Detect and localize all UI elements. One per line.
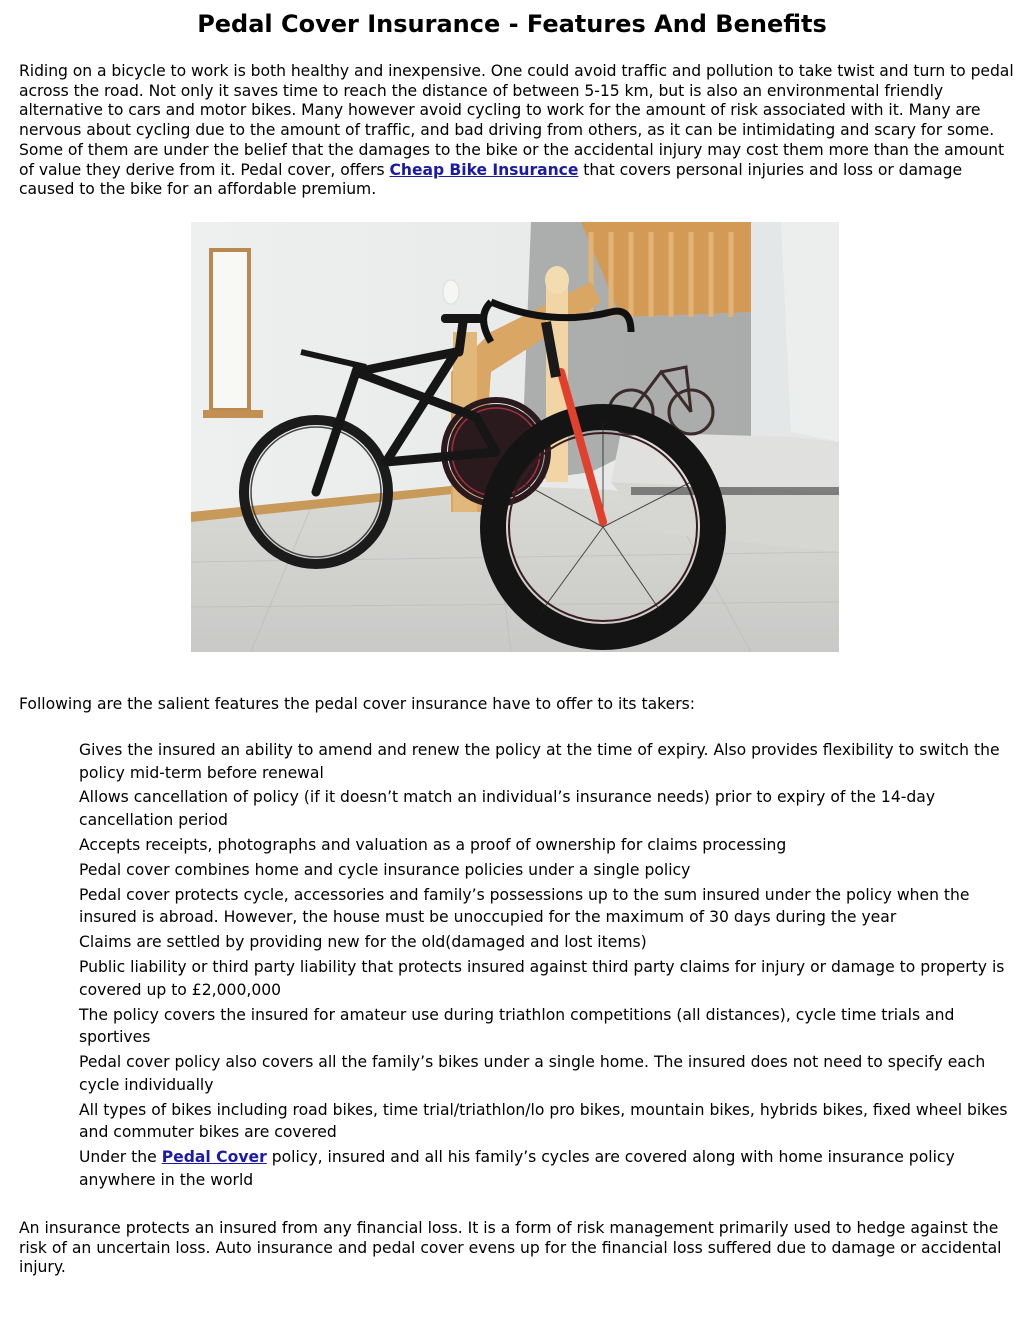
feature-item: Accepts receipts, photographs and valuation as a proof of ownership for claims processing: [79, 835, 787, 854]
intro-text: Riding on a bicycle to work is both healthy and inexpensive. One could avoid traffic and pollution to take twist and turn to pedal across the road. Not only it saves time to reach the distance of between 5-15 km, but is also an environmental friendly alternative to cars and motor bikes. Many however avoid cycling to work for the amount of risk associated with it. Many are nervous about cycling due to the amount of traffic, and bad driving from others, as it can be intimidating and scary for some. Some of them are under the belief that the damages to the bike or the accidental injury may cost them more than the amount of value they derive from it. Pedal cover, offers: [19, 62, 1014, 179]
closing-paragraph: An insurance protects an insured from any financial loss. It is a form of risk management primarily used to hedge against the risk of an uncertain loss. Auto insurance and pedal cover evens up for the financial loss suffered due to damage or accidental injury.: [19, 1219, 1002, 1277]
page-title: Pedal Cover Insurance - Features And Benefits: [197, 10, 827, 38]
feature-item: Pedal cover combines home and cycle insurance policies under a single policy: [79, 860, 691, 879]
feature-item: All types of bikes including road bikes, time trial/triathlon/lo pro bikes, mountain bikes, hybrids bikes, fixed wheel bikes and commuter bikes are covered: [79, 1100, 1008, 1142]
features-lead: Following are the salient features the pedal cover insurance have to offer to its takers:: [19, 695, 696, 713]
feature-item: Allows cancellation of policy (if it doesn’t match an individual’s insurance needs) prior to expiry of the 14-day cancellation period: [79, 788, 936, 830]
intro-paragraph: [19, 62, 1014, 200]
feature-item-pedal-cover: [79, 1146, 1014, 1191]
pedal-cover-link[interactable]: Pedal Cover: [161, 1148, 267, 1167]
feature-item: The policy covers the insured for amateur use during triathlon competitions (all distances), cycle time trials and sportives: [79, 1005, 955, 1047]
intro-text-after: that covers personal injuries and loss or damage caused to the bike for an affordable premium.: [19, 160, 963, 199]
feature-item: Pedal cover policy also covers all the family’s bikes under a single home. The insured does not need to specify each cycle individually: [79, 1053, 986, 1094]
features-list: [79, 739, 1014, 1194]
feature-text-after: policy, insured and all his family’s cycles are covered along with home insurance policy anywhere in the world: [79, 1148, 955, 1189]
feature-text: Under the: [79, 1148, 162, 1167]
bicycles-photo: [191, 222, 839, 652]
cheap-bike-insurance-link[interactable]: Cheap Bike Insurance: [389, 160, 579, 179]
feature-item: Public liability or third party liability that protects insured against third party claims for injury or damage to property is covered up to £2,000,000: [79, 958, 1005, 999]
bicycles-illustration: [191, 222, 839, 652]
feature-item: Gives the insured an ability to amend and renew the policy at the time of expiry. Also provides flexibility to switch the policy mid-term before renewal: [79, 741, 1000, 782]
feature-item: Claims are settled by providing new for the old(damaged and lost items): [79, 933, 647, 952]
feature-item: Pedal cover protects cycle, accessories and family’s possessions up to the sum insured under the policy when the insured is abroad. However, the house must be unoccupied for the maximum of 30 days during the year: [79, 885, 970, 927]
